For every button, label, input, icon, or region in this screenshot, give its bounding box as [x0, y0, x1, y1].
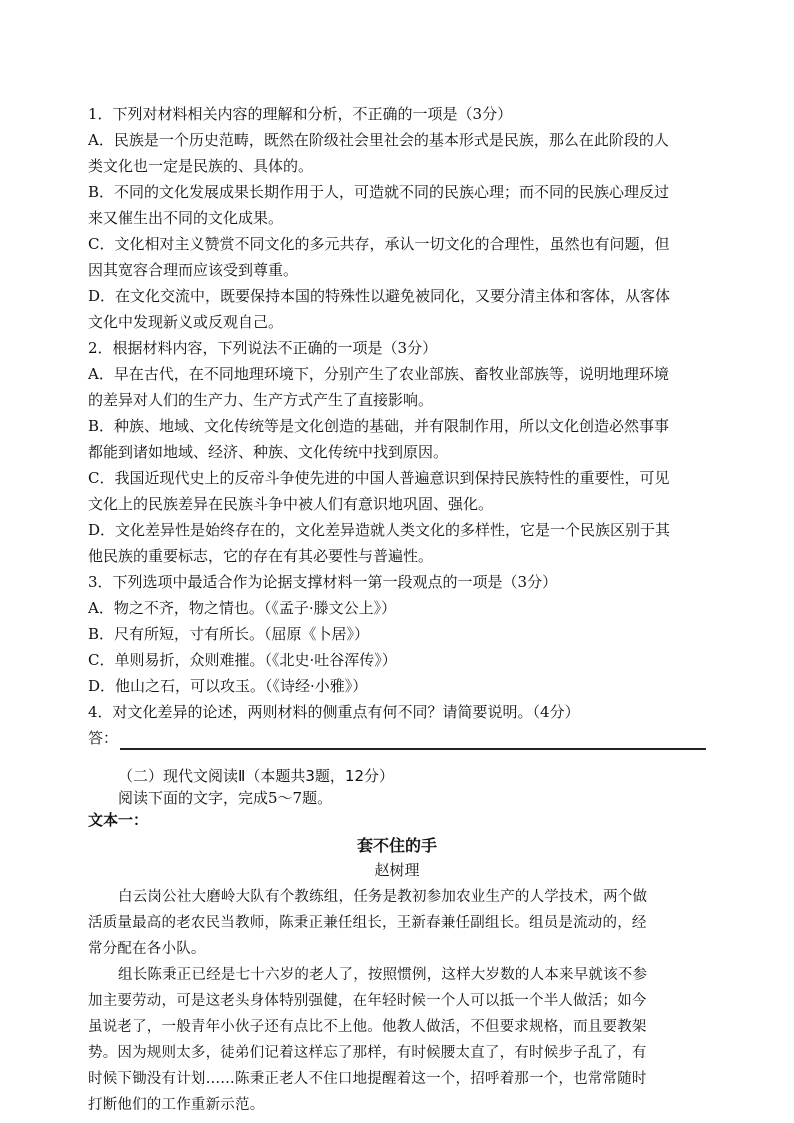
- q1-option-d-line2: 文化中发现新义或反观自己。: [88, 313, 284, 331]
- story-paragraph-1-line1: 白云岗公社大磨岭大队有个教练组，任务是教初参加农业生产的人学技术，两个做: [118, 889, 648, 905]
- q1-option-c-line2: 因其宽容合理而应该受到尊重。: [88, 261, 299, 279]
- q3-option-d: D．他山之石，可以攻玉。（《诗经·小雅》）: [88, 677, 368, 695]
- q2-option-a-line2: 的差异对人们的生产力、生产方式产生了直接影响。: [88, 391, 434, 409]
- q2-option-d-line1: D．文化差异性是始终存在的，文化差异造就人类文化的多样性，它是一个民族区别于其: [88, 521, 671, 539]
- q1-option-c-line1: C．文化相对主义赞赏不同文化的多元共存，承认一切文化的合理性，虽然也有问题，但: [88, 235, 670, 253]
- q1-option-b-line1: B．不同的文化发展成果长期作用于人，可造就不同的民族心理；而不同的民族心理反过: [88, 183, 670, 201]
- q2-stem: 2．根据材料内容，下列说法不正确的一项是（3分）: [88, 339, 438, 357]
- q1-option-d-line1: D．在文化交流中，既要保持本国的特殊性以避免被同化，又要分清主体和客体，从客体: [88, 287, 671, 305]
- story-paragraph-2-line1: 组长陈秉正已经是七十六岁的老人了，按照惯例，这样大岁数的人本来早就该不参: [118, 967, 648, 983]
- story-paragraph-1-line2: 活质量最高的老农民当教师，陈秉正兼任组长，王新春兼任副组长。组员是流动的，经: [88, 915, 647, 931]
- q1-option-a-line2: 类文化也一定是民族的、具体的。: [88, 157, 314, 175]
- section2-heading: （二）现代文阅读Ⅱ（本题共3题，12分）: [118, 767, 395, 785]
- story-paragraph-2-line4: 势。因为规则太多，徒弟们记着这样忘了那样，有时候腰太直了，有时候步子乱了，有: [88, 1045, 647, 1061]
- q3-option-b: B．尺有所短，寸有所长。（屈原《卜居》）: [88, 625, 370, 643]
- story-author: 赵树理: [374, 861, 420, 879]
- q4-answer-label: 答：: [88, 729, 119, 747]
- q2-option-b-line2: 都能到诸如地域、经济、种族、文化传统中找到原因。: [88, 443, 449, 461]
- q1-stem: 1．下列对材料相关内容的理解和分析，不正确的一项是（3分）: [88, 105, 513, 123]
- q3-option-c: C．单则易折，众则难摧。（《北史·吐谷浑传》）: [88, 651, 397, 669]
- q2-option-c-line1: C．我国近现代史上的反帝斗争使先进的中国人普遍意识到保持民族特性的重要性，可见: [88, 469, 670, 487]
- text1-label: 文本一：: [88, 811, 149, 829]
- story-paragraph-2-line6: 打断他们的工作重新示范。: [88, 1097, 265, 1113]
- q4-stem: 4．对文化差异的论述，两则材料的侧重点有何不同？请简要说明。（4分）: [88, 703, 580, 721]
- q1-option-b-line2: 来又催生出不同的文化成果。: [88, 209, 284, 227]
- q4-answer-line[interactable]: [120, 748, 706, 750]
- story-paragraph-2-line3: 虽说老了，一般青年小伙子还有点比不上他。他教人做活，不但要求规格，而且要教架: [88, 1019, 647, 1035]
- story-paragraph-1-line3: 常分配在各小队。: [88, 941, 206, 957]
- q2-option-d-line2: 他民族的重要标志，它的存在有其必要性与普遍性。: [88, 547, 434, 565]
- q3-option-a: A．物之不齐，物之情也。（《孟子·滕文公上》）: [88, 599, 397, 617]
- q3-stem: 3．下列选项中最适合作为论据支撑材料一第一段观点的一项是（3分）: [88, 573, 558, 591]
- story-title: 套不住的手: [356, 836, 437, 855]
- story-paragraph-2-line2: 加主要劳动，可是这老头身体特别强健，在年轻时候一个人可以抵一个半人做活；如今: [88, 993, 647, 1009]
- q1-option-a-line1: A．民族是一个历史范畴，既然在阶级社会里社会的基本形式是民族，那么在此阶段的人: [88, 131, 669, 149]
- q2-option-b-line1: B．种族、地域、文化传统等是文化创造的基础，并有限制作用，所以文化创造必然事事: [88, 417, 670, 435]
- story-paragraph-2-line5: 时候下锄没有计划……陈秉正老人不住口地提醒着这一个，招呼着那一个，也常常随时: [88, 1071, 647, 1087]
- q2-option-c-line2: 文化上的民族差异在民族斗争中被人们有意识地巩固、强化。: [88, 495, 494, 513]
- q2-option-a-line1: A．早在古代，在不同地理环境下，分别产生了农业部族、畜牧业部族等，说明地理环境: [88, 365, 669, 383]
- section2-instruction: 阅读下面的文字，完成5～7题。: [118, 789, 333, 807]
